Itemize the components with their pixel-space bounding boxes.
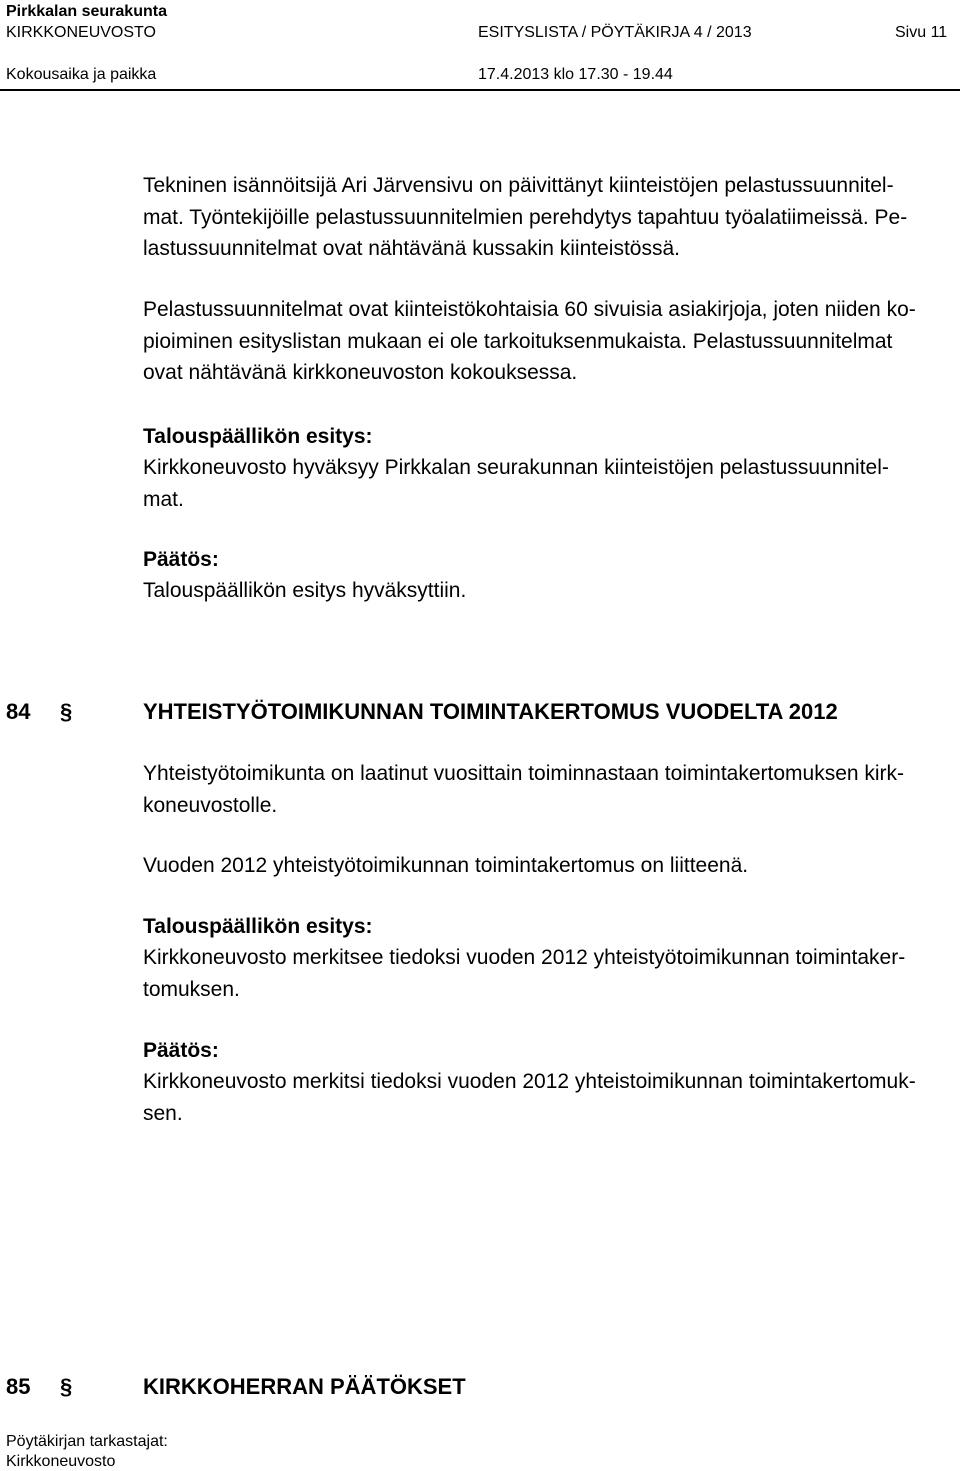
header-meeting-time: 17.4.2013 klo 17.30 - 19.44 bbox=[478, 66, 673, 83]
text-line: Kirkkoneuvosto merkitsi tiedoksi vuoden 2012 yhteistoimikunnan toimintakertomuk- bbox=[143, 1070, 916, 1093]
paragraph-fire-plans-documents bbox=[143, 294, 933, 389]
text-line: Pelastussuunnitelmat ovat kiinteistökohtaisia 60 sivuisia asiakirjoja, joten niiden ko- bbox=[143, 298, 916, 321]
paragraph-fire-plans-update bbox=[143, 170, 933, 265]
text-line: Kirkkoneuvosto hyväksyy Pirkkalan seurakunnan kiinteistöjen pelastussuunnitel- bbox=[143, 456, 889, 479]
header-document-title: ESITYSLISTA / PÖYTÄKIRJA 4 / 2013 bbox=[478, 24, 752, 41]
section-number: 85 bbox=[6, 1374, 31, 1399]
paragraph-attachment bbox=[143, 850, 933, 882]
text-line: Talouspäällikön esitys hyväksyttiin. bbox=[143, 579, 467, 602]
proposal-label: Talouspäällikön esitys: bbox=[143, 425, 373, 448]
footer-body: Kirkkoneuvosto bbox=[6, 1453, 116, 1470]
decision-text bbox=[143, 575, 933, 607]
text-line: koneuvostolle. bbox=[143, 793, 278, 817]
text-line: Yhteistyötoimikunta on laatinut vuosittain toiminnastaan toimintakertomuksen kirk- bbox=[143, 762, 905, 785]
decision-label: Päätös: bbox=[143, 548, 219, 571]
section-title: KIRKKOHERRAN PÄÄTÖKSET bbox=[143, 1374, 466, 1399]
text-line: ovat nähtävänä kirkkoneuvoston kokouksessa. bbox=[143, 361, 578, 384]
footer-checkers-label: Pöytäkirjan tarkastajat: bbox=[6, 1433, 168, 1450]
proposal-label: Talouspäällikön esitys: bbox=[143, 915, 373, 938]
text-line: mat. Työntekijöille pelastussuunnitelmien perehdytys tapahtuu työalatiimeissä. Pe- bbox=[143, 205, 908, 229]
section-symbol: § bbox=[60, 1374, 73, 1399]
proposal-text bbox=[143, 452, 933, 515]
header-page-number: Sivu 11 bbox=[895, 24, 948, 41]
decision-label: Päätös: bbox=[143, 1039, 219, 1062]
text-line: Tekninen isännöitsijä Ari Järvensivu on päivittänyt kiinteistöjen pelastussuunnitel- bbox=[143, 174, 894, 197]
decision-text bbox=[143, 1066, 933, 1129]
section-symbol: § bbox=[60, 699, 73, 724]
text-line: Vuoden 2012 yhteistyötoimikunnan toimintakertomus on liitteenä. bbox=[143, 854, 749, 877]
text-line: Kirkkoneuvosto merkitsee tiedoksi vuoden 2012 yhteistyötoimikunnan toimintaker- bbox=[143, 946, 906, 969]
text-line: mat. bbox=[143, 487, 184, 511]
paragraph-annual-report bbox=[143, 758, 933, 821]
text-line: lastussuunnitelmat ovat nähtävänä kussakin kiinteistössä. bbox=[143, 237, 680, 260]
proposal-text bbox=[143, 942, 933, 1005]
section-number: 84 bbox=[6, 699, 31, 724]
text-line: tomuksen. bbox=[143, 977, 240, 1001]
header-body: KIRKKONEUVOSTO bbox=[6, 24, 156, 41]
text-line: sen. bbox=[143, 1101, 183, 1125]
section-title: YHTEISTYÖTOIMIKUNNAN TOIMINTAKERTOMUS VUODELTA 2012 bbox=[143, 699, 838, 724]
header-divider bbox=[0, 89, 960, 91]
header-org: Pirkkalan seurakunta bbox=[6, 3, 167, 20]
text-line: pioiminen esityslistan mukaan ei ole tarkoituksenmukaista. Pelastussuunnitelmat bbox=[143, 329, 893, 353]
header-meeting-label: Kokousaika ja paikka bbox=[6, 66, 157, 83]
